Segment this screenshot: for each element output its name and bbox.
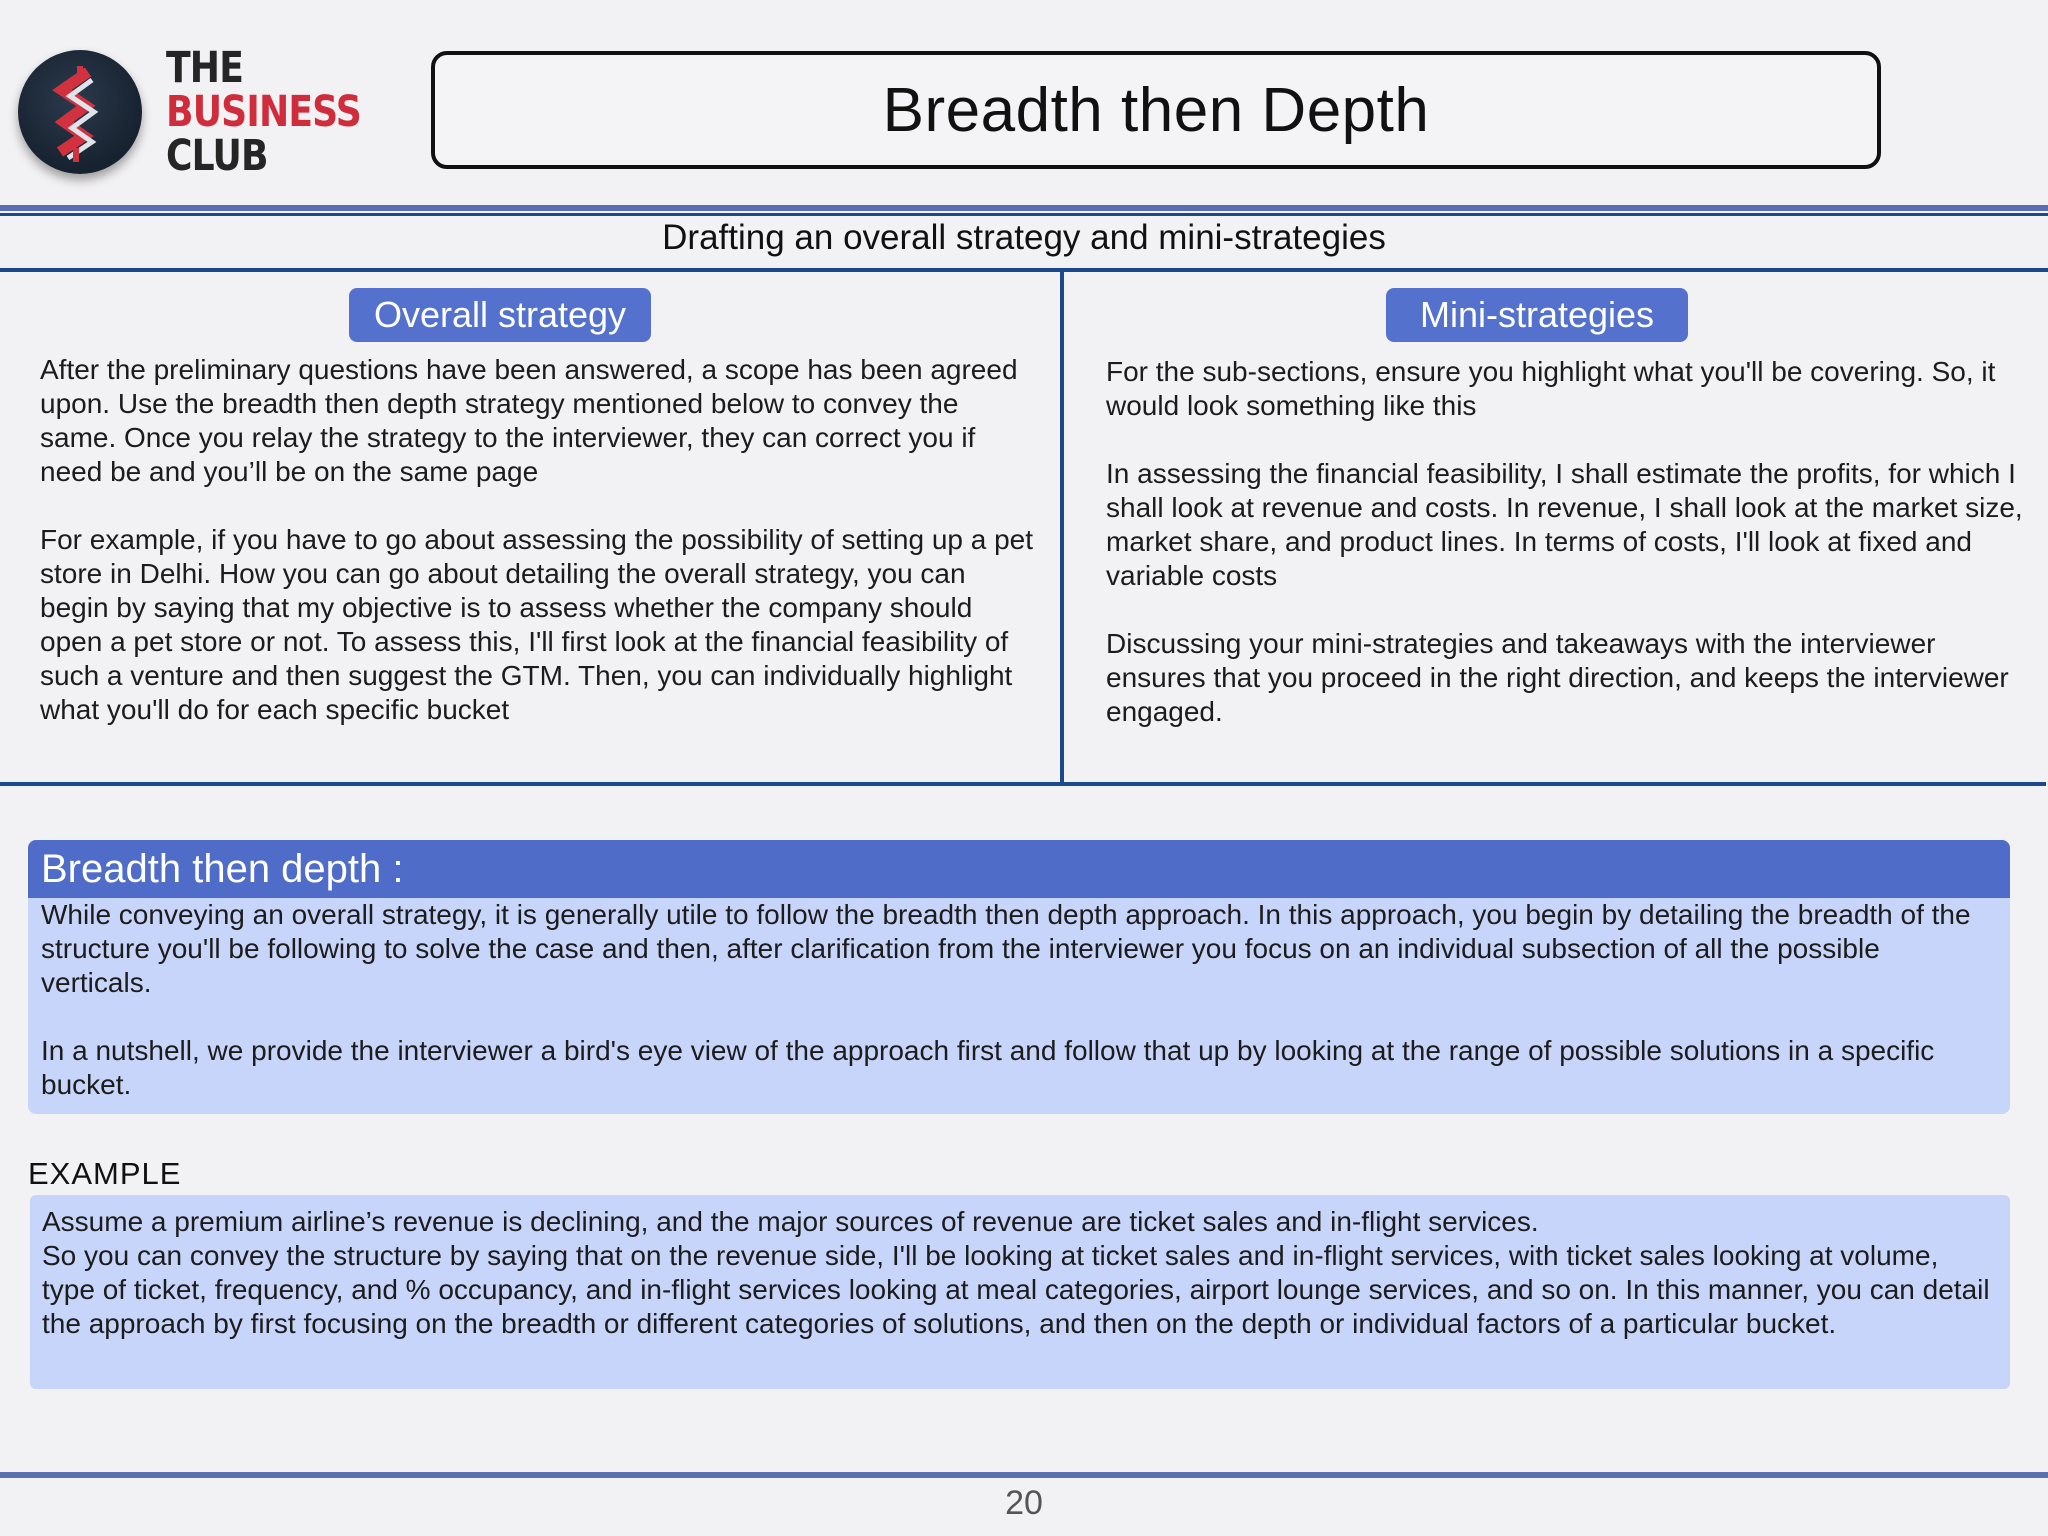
top-divider bbox=[0, 205, 2048, 211]
columns-bottom-divider bbox=[0, 782, 2046, 786]
mini-paragraph-2: In assessing the financial feasibility, I shall estimate the profits, for which I shall look at revenue and costs. In revenue, I shall look at the market size, market share, and product lines. In terms of costs, I'll look at fixed and variable costs bbox=[1106, 458, 2023, 591]
mini-strategies-text bbox=[1106, 355, 2036, 763]
overall-paragraph-2: For example, if you have to go about assessing the possibility of setting up a pet store in Delhi. How you can go about detailing the overall strategy, you can begin by saying that my objective is to assess whether the company should open a pet store or not. To assess this, I'll first look at the financial feasibility of such a venture and then suggest the GTM. Then, you can individually highlight what you'll do for each specific bucket bbox=[40, 524, 1034, 725]
mini-paragraph-3: Discussing your mini-strategies and takeaways with the interviewer ensures that you proceed in the right direction, and keeps the interviewer engaged. bbox=[1106, 628, 2009, 727]
mini-strategies-pill: Mini-strategies bbox=[1386, 288, 1688, 342]
mini-paragraph-1: For the sub-sections, ensure you highlight what you'll be covering. So, it would look something like this bbox=[1106, 356, 1996, 421]
top-divider-thin bbox=[0, 213, 2048, 216]
breadth-paragraph-1: While conveying an overall strategy, it is generally utile to follow the breadth then depth approach. In this approach, you begin by detailing the breadth of the structure you'll be following to solve the case and then, after clarification from the interviewer you focus on an individual subsection of all the possible verticals. bbox=[41, 899, 1971, 998]
logo-word-business: BUSINESS bbox=[166, 87, 361, 137]
dollar-s-logo-icon bbox=[18, 50, 142, 174]
example-line-2: So you can convey the structure by saying that on the revenue side, I'll be looking at ticket sales and in-flight services, with ticket sales looking at volume, type of ticket, frequency, and % occupancy, and in-flight services looking at meal categories, airport lounge services, and so on. In this manner, you can detail the approach by first focusing on the breadth or different categories of solutions, and then on the depth or individual factors of a particular bucket. bbox=[42, 1240, 1990, 1339]
overall-strategy-pill: Overall strategy bbox=[349, 288, 651, 342]
footer-divider bbox=[0, 1472, 2048, 1478]
page-title: Breadth then Depth bbox=[882, 75, 1430, 145]
example-line-1: Assume a premium airline’s revenue is declining, and the major sources of revenue are ticket sales and in-flight services. bbox=[42, 1206, 1539, 1237]
logo-word-club: CLUB bbox=[166, 131, 268, 181]
business-club-logo bbox=[18, 43, 361, 184]
overall-strategy-text bbox=[40, 353, 1040, 761]
section-subtitle: Drafting an overall strategy and mini-strategies bbox=[662, 218, 1386, 257]
example-label: EXAMPLE bbox=[28, 1156, 182, 1191]
breadth-then-depth-box bbox=[28, 840, 2010, 1114]
overall-paragraph-1: After the preliminary questions have been answered, a scope has been agreed upon. Use the breadth then depth strategy mentioned below to convey the same. Once you relay the strategy to the interviewer, they can correct you if need be and you’ll be on the same page bbox=[40, 354, 1018, 487]
breadth-then-depth-heading: Breadth then depth : bbox=[28, 840, 2010, 898]
example-box bbox=[30, 1195, 2010, 1389]
breadth-then-depth-body bbox=[28, 898, 2010, 1102]
subtitle-divider bbox=[0, 268, 2048, 272]
column-divider bbox=[1060, 270, 1064, 784]
title-box bbox=[431, 51, 1881, 169]
logo-word-the: THE bbox=[166, 43, 244, 93]
page-number: 20 bbox=[1005, 1484, 1043, 1522]
breadth-paragraph-2: In a nutshell, we provide the interviewer a bird's eye view of the approach first and follow that up by looking at the range of possible solutions in a specific bucket. bbox=[41, 1035, 1935, 1100]
